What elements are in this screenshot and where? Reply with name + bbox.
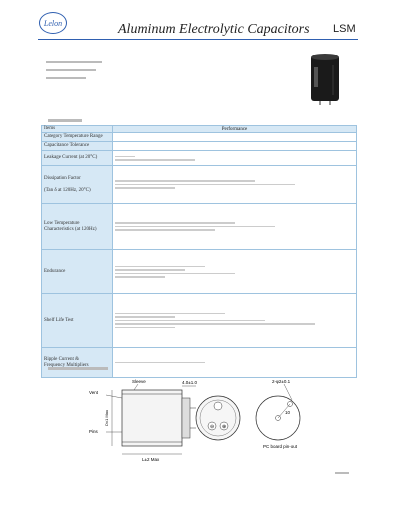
feature-line — [46, 76, 86, 81]
spec-table — [41, 125, 357, 378]
row-dissipation-factor-label: Dissipation Factor — [44, 175, 81, 181]
dimension-drawing — [86, 378, 316, 464]
dimensions-heading — [48, 367, 108, 370]
row-dissipation-factor-cond: (Tan δ at 120Hz, 20°C) — [44, 187, 91, 193]
series-code: LSM — [333, 23, 356, 35]
brand-logo-text: Lelon — [43, 18, 63, 28]
row-ripple-current-sub: Frequency Multipliers — [44, 362, 89, 368]
capacitor-photo — [310, 53, 340, 105]
col-header-items: Items — [42, 126, 113, 133]
vent-label: Vent — [89, 390, 99, 395]
row-temperature-range: Category Temperature Range — [42, 133, 113, 142]
capacitor-side-view — [122, 390, 182, 446]
specifications-heading — [48, 119, 82, 122]
svg-text:⊕: ⊕ — [222, 424, 227, 430]
diameter-label: D±1 Max — [104, 410, 109, 426]
row-low-temperature-cond: Characteristics (at 120Hz) — [44, 226, 97, 232]
col-header-performance: Performance — [113, 126, 357, 133]
row-ripple-current-label: Ripple Current & — [44, 356, 79, 362]
feature-line — [46, 68, 96, 73]
brand-logo — [39, 12, 67, 34]
row-leakage-current: Leakage Current (at 20°C) — [42, 151, 113, 166]
row-low-temperature-label: Low Temperature — [44, 220, 80, 226]
pins-label: Pins — [89, 429, 98, 434]
row-endurance: Endurance — [42, 250, 113, 294]
svg-text:⊖: ⊖ — [210, 424, 215, 430]
pitch-label: 10 — [285, 410, 291, 415]
header-rule — [38, 39, 358, 40]
row-low-temperature — [42, 204, 113, 250]
hole-label: 2-φ2±0.1 — [272, 379, 291, 384]
row-shelf-life: Shelf Life Test — [42, 294, 113, 348]
row-dissipation-factor — [42, 166, 113, 204]
sleeve-label: Sleeve — [132, 379, 146, 384]
length-label: L±2 Max — [142, 457, 160, 462]
pin-length-label: 4.0±1.0 — [182, 380, 197, 385]
row-ripple-current — [42, 348, 113, 378]
row-capacitance-tolerance: Capacitance Tolerance — [42, 142, 113, 151]
page-title: Aluminum Electrolytic Capacitors — [118, 22, 310, 37]
page-number — [335, 472, 349, 474]
pc-board-label: PC board pin-out — [263, 444, 298, 449]
feature-line — [46, 60, 102, 65]
